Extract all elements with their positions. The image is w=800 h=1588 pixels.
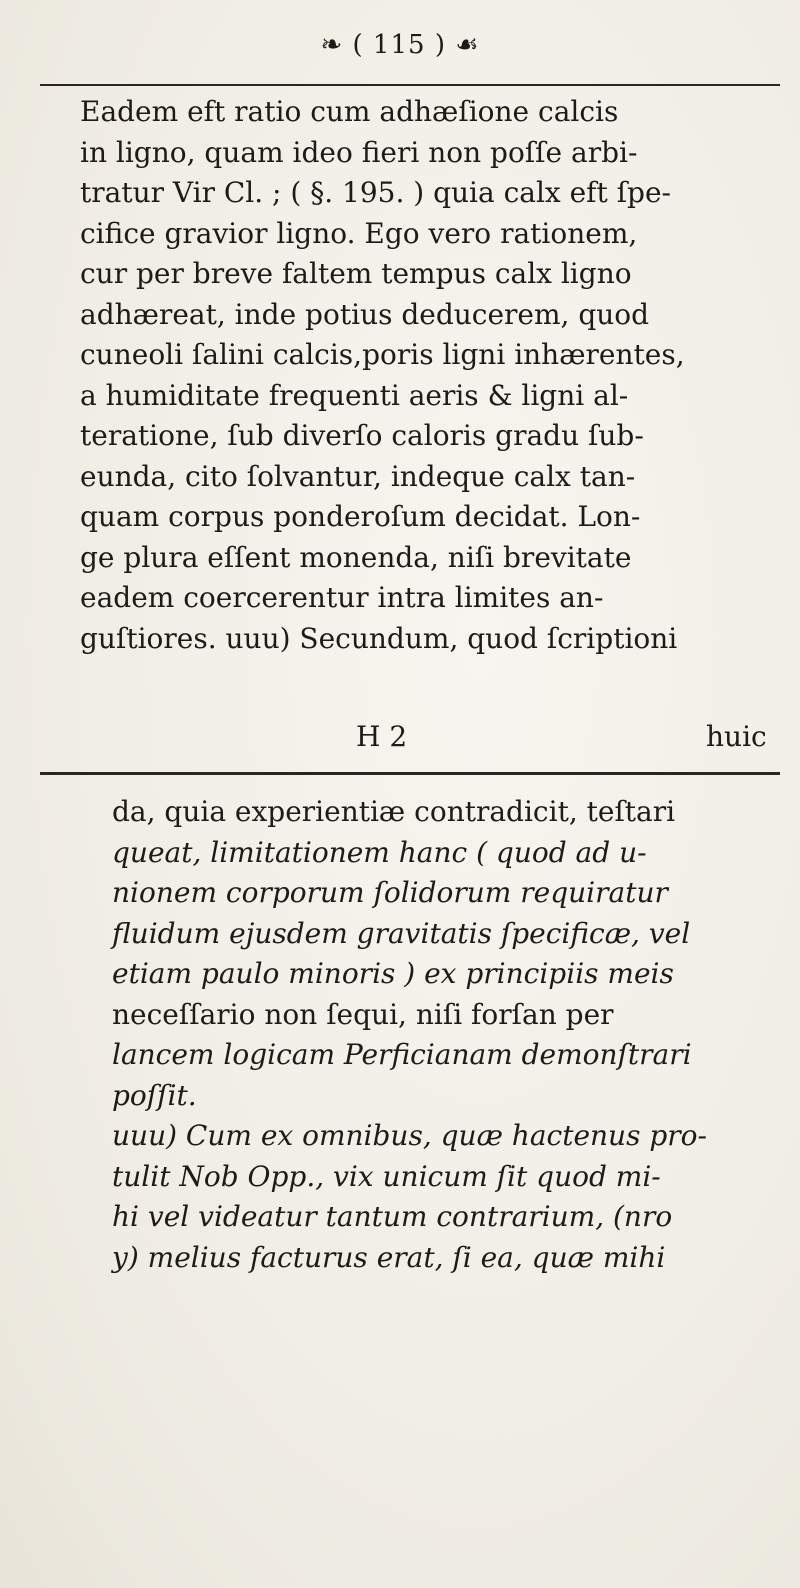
text-line: cur per breve faltem tempus calx ligno	[80, 257, 632, 290]
text-line: quam corpus ponderoſum decidat. Lon-	[80, 500, 641, 533]
lower-paragraph	[112, 792, 792, 1278]
text-line: ge plura eſſent monenda, niſi brevitate	[80, 540, 632, 574]
text-line: queat, limitationem hanc ( quod ad u-	[112, 835, 647, 869]
text-line: tratur Vir Cl. ; ( §. 195. ) quia calx eft ſpe-	[80, 176, 672, 209]
page-divider	[40, 772, 780, 775]
text-line: tulit Nob Opp., vix unicum ſit quod mi-	[112, 1159, 661, 1193]
text-line: etiam paulo minoris ) ex principiis meis	[112, 957, 674, 990]
page-header	[0, 30, 800, 60]
text-line: da, quia experientiæ contradicit, teſtari	[112, 795, 676, 828]
text-line: y) melius facturus erat, ſi ea, quæ mihi	[112, 1240, 666, 1274]
text-line: neceſſario non ſequi, niſi forſan per	[112, 997, 614, 1031]
text-line: in ligno, quam ideo fieri non poſſe arbi-	[80, 135, 638, 169]
text-line: adhæreat, inde potius deducerem, quod	[80, 297, 650, 331]
text-line: poſſit.	[112, 1078, 197, 1112]
text-line: guſtiores. uuu) Secundum, quod ſcriptioni	[80, 621, 678, 655]
text-line: eunda, cito ſolvantur, indeque calx tan-	[80, 459, 636, 493]
text-line: cifice gravior ligno. Ego vero rationem,	[80, 216, 638, 250]
text-line: teratione, ſub diverſo caloris gradu ſub-	[80, 419, 644, 452]
text-line: lancem logicam Perficianam demonſtrari	[112, 1038, 692, 1071]
ornament-left-icon: ❧	[320, 30, 344, 60]
catchword: huic	[706, 720, 767, 753]
text-line: fluidum ejusdem gravitatis ſpecificæ, vel	[112, 916, 691, 950]
upper-paragraph	[80, 92, 760, 659]
text-line: cuneoli ſalini calcis,poris ligni inhærentes,	[80, 338, 685, 371]
text-line: eadem coercerentur intra limites an-	[80, 581, 604, 614]
text-line: nionem corporum ſolidorum requiratur	[112, 876, 668, 909]
text-line: Eadem eft ratio cum adhæſione calcis	[80, 95, 619, 128]
page-number: ( 115 )	[352, 30, 446, 60]
ornament-right-icon: ☙	[455, 30, 480, 60]
text-line: hi vel videatur tantum contrarium, (nro	[112, 1200, 673, 1233]
text-line: a humiditate frequenti aeris & ligni al-	[80, 378, 629, 412]
signature-mark: H 2	[356, 720, 408, 753]
header-rule	[40, 84, 780, 86]
text-line: uuu) Cum ex omnibus, quæ hactenus pro-	[112, 1119, 707, 1152]
